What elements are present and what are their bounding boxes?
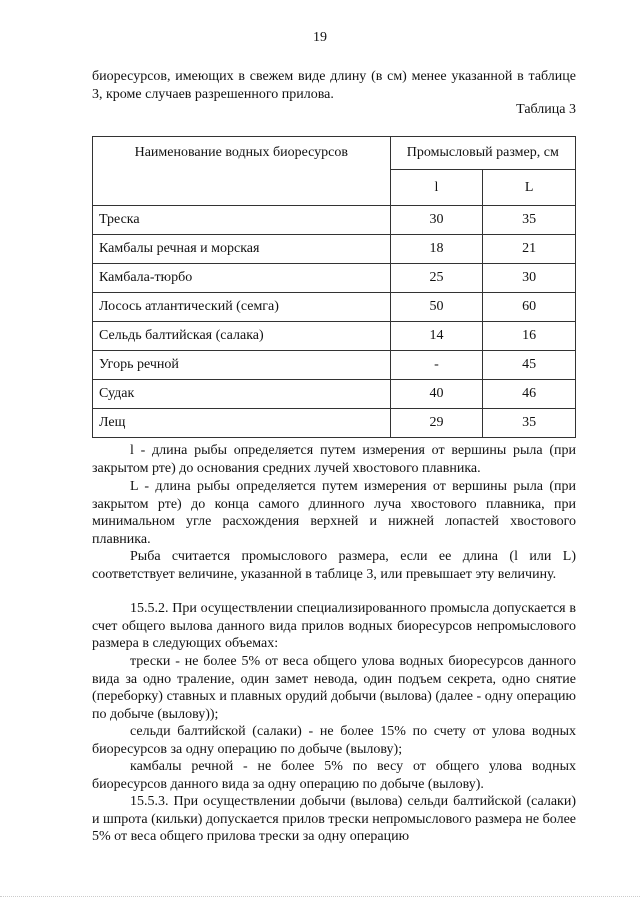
length-L-value: 30 bbox=[483, 264, 576, 293]
length-L-value: 35 bbox=[483, 206, 576, 235]
length-L-value: 16 bbox=[483, 322, 576, 351]
table-row bbox=[93, 322, 576, 351]
paragraph-herring-bycatch: сельди балтийской (салаки) - не более 15% по счету от улова водных биоресурсов за одну операцию по добыче (вылову); bbox=[92, 724, 576, 757]
length-L-value: 35 bbox=[483, 409, 576, 438]
length-l-value: 40 bbox=[390, 380, 483, 409]
table-row bbox=[93, 293, 576, 322]
length-l-value: 18 bbox=[390, 235, 483, 264]
header-species-name: Наименование водных биоресурсов bbox=[93, 137, 391, 206]
paragraph-15-5-3: 15.5.3. При осуществлении добычи (вылова) сельди балтийской (салаки) и шпрота (кильки) допускается прилов трески непромыслового размера не более 5% от веса общего прилова трески за одну операцию bbox=[92, 794, 576, 844]
table-row bbox=[93, 264, 576, 293]
paragraph-flounder-bycatch: камбалы речной - не более 5% по весу от общего улова водных биоресурсов данного вида за одну операцию по добыче (вылову). bbox=[92, 759, 576, 792]
table-row bbox=[93, 351, 576, 380]
intro-paragraph: биоресурсов, имеющих в свежем виде длину (в см) менее указанной в таблице 3, кроме случаев разрешенного прилова. bbox=[92, 69, 576, 102]
paragraph-l-definition: l - длина рыбы определяется путем измерения от вершины рыла (при закрытом рте) до основания средних лучей хвостового плавника. bbox=[92, 443, 576, 476]
length-L-value: 45 bbox=[483, 351, 576, 380]
paragraph-15-5-2: 15.5.2. При осуществлении специализированного промысла допускается в счет общего вылова данного вида прилов водных биоресурсов непромыслового размера в следующих объемах: bbox=[92, 601, 576, 651]
length-L-value: 60 bbox=[483, 293, 576, 322]
species-name: Угорь речной bbox=[93, 351, 391, 380]
paragraph-cod-bycatch: трески - не более 5% от веса общего улова водных биоресурсов данного вида за одно траление, один замет невода, один подъем секрета, одно снятие (переборку) ставных и плавных орудий добычи (вылова) (далее - одну операцию по добыче (вылову)); bbox=[92, 654, 576, 722]
header-length-L: L bbox=[483, 170, 576, 206]
table-row bbox=[93, 409, 576, 438]
length-l-value: 30 bbox=[390, 206, 483, 235]
species-name: Лещ bbox=[93, 409, 391, 438]
header-length-l: l bbox=[390, 170, 483, 206]
table-row bbox=[93, 235, 576, 264]
length-l-value: 50 bbox=[390, 293, 483, 322]
length-L-value: 21 bbox=[483, 235, 576, 264]
table-caption: Таблица 3 bbox=[516, 102, 576, 117]
fish-size-table bbox=[92, 136, 576, 438]
length-l-value: - bbox=[390, 351, 483, 380]
length-l-value: 29 bbox=[390, 409, 483, 438]
species-name: Сельдь балтийская (салака) bbox=[93, 322, 391, 351]
page-bottom-edge bbox=[0, 896, 640, 898]
species-name: Судак bbox=[93, 380, 391, 409]
table-row bbox=[93, 206, 576, 235]
paragraph-commercial-size: Рыба считается промыслового размера, если ее длина (l или L) соответствует величине, указанной в таблице 3, или превышает эту величину. bbox=[92, 549, 576, 582]
species-name: Треска bbox=[93, 206, 391, 235]
length-l-value: 14 bbox=[390, 322, 483, 351]
species-name: Камбала-тюрбо bbox=[93, 264, 391, 293]
length-L-value: 46 bbox=[483, 380, 576, 409]
header-commercial-size: Промысловый размер, см bbox=[390, 137, 575, 170]
page-number: 19 bbox=[313, 30, 327, 45]
table-row bbox=[93, 380, 576, 409]
length-l-value: 25 bbox=[390, 264, 483, 293]
species-name: Камбалы речная и морская bbox=[93, 235, 391, 264]
species-name: Лосось атлантический (семга) bbox=[93, 293, 391, 322]
paragraph-L-definition: L - длина рыбы определяется путем измерения от вершины рыла (при закрытом рте) до конца самого длинного луча хвостового плавника, при минимальном угле расхождения верхней и нижней лопастей хвостового плавника. bbox=[92, 479, 576, 547]
